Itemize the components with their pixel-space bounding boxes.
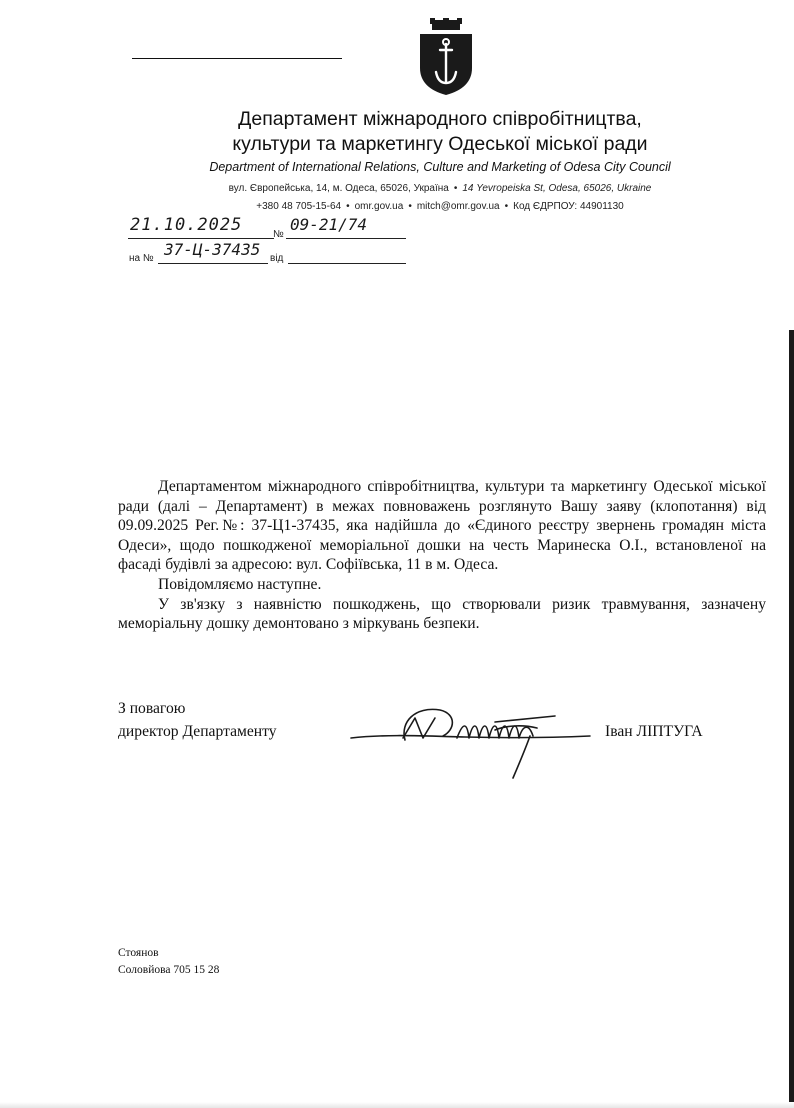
separator-dot: • [346, 201, 350, 212]
contacts-line [140, 201, 740, 212]
body-paragraph: Департаментом міжнародного співробітництва, культури та маркетингу Одеської міської ради (далі – Департамент) в межах повноважень розглянуто Вашу заяву (клопотання) від 09.09.2025 Рег.№: 37-Ц1-37435, яка надійшла до «Єдиного реєстру звернень громадян міста Одеси», щодо пошкодженої меморіальної дошки на честь Маринеска О.І., встановленої на фасаді будівлі за адресою: вул. Софіївська, 11 в м. Одеса. [118, 478, 766, 574]
handwritten-reply-number: 37-Ц-37435 [164, 240, 261, 259]
scan-edge-shadow [789, 330, 794, 1108]
letter-body [118, 477, 766, 634]
odesa-coat-of-arms-icon [416, 18, 476, 96]
phone-number: +380 48 705-15-64 [256, 201, 342, 212]
body-paragraph: Повідомляємо наступне. [158, 575, 322, 593]
separator-dot: • [408, 201, 412, 212]
signatory-position: директор Департаменту [118, 723, 277, 740]
body-paragraph: У зв'язку з наявністю пошкоджень, що створювали ризик травмування, зазначену меморіальну дошку демонтовано з міркувань безпеки. [118, 595, 766, 633]
address-line [140, 183, 740, 194]
executor-name: Стоянов [118, 947, 159, 959]
separator-dot: • [504, 201, 509, 212]
edrpou-code: Код ЄДРПОУ: 44901130 [513, 201, 624, 212]
department-title-uk-line1: Департамент міжнародного співробітництва, [238, 108, 642, 130]
signatory-name: Іван ЛІПТУГА [605, 723, 703, 740]
date-underline [128, 238, 274, 239]
from-label: від [270, 253, 284, 264]
handwritten-outgoing-number: 09-21/74 [290, 215, 368, 234]
top-rule [132, 58, 342, 59]
number-underline [286, 238, 406, 239]
email-link[interactable]: mitch@omr.gov.ua [416, 201, 500, 212]
department-title-en: Department of International Relations, Culture and Marketing of Odesa City Council [209, 160, 671, 174]
executor-contact: Соловйова 705 15 28 [118, 964, 220, 976]
department-title-uk-line2: культури та маркетингу Одеської міської ради [232, 133, 648, 155]
handwritten-signature [345, 700, 595, 780]
reply-to-label: на № [129, 253, 154, 264]
closing-text: З повагою [118, 700, 186, 717]
reply-underline [158, 263, 268, 264]
scan-bottom-edge [0, 1102, 794, 1108]
address-uk: вул. Європейська, 14, м. Одеса, 65026, Україна [228, 183, 449, 194]
separator-dot: • [453, 183, 458, 194]
number-label: № [273, 229, 284, 240]
address-en: 14 Yevropeiska St, Odesa, 65026, Ukraine [462, 183, 652, 194]
from-underline [288, 263, 406, 264]
handwritten-date: 21.10.2025 [130, 215, 243, 235]
website-link[interactable]: omr.gov.ua [354, 201, 404, 212]
